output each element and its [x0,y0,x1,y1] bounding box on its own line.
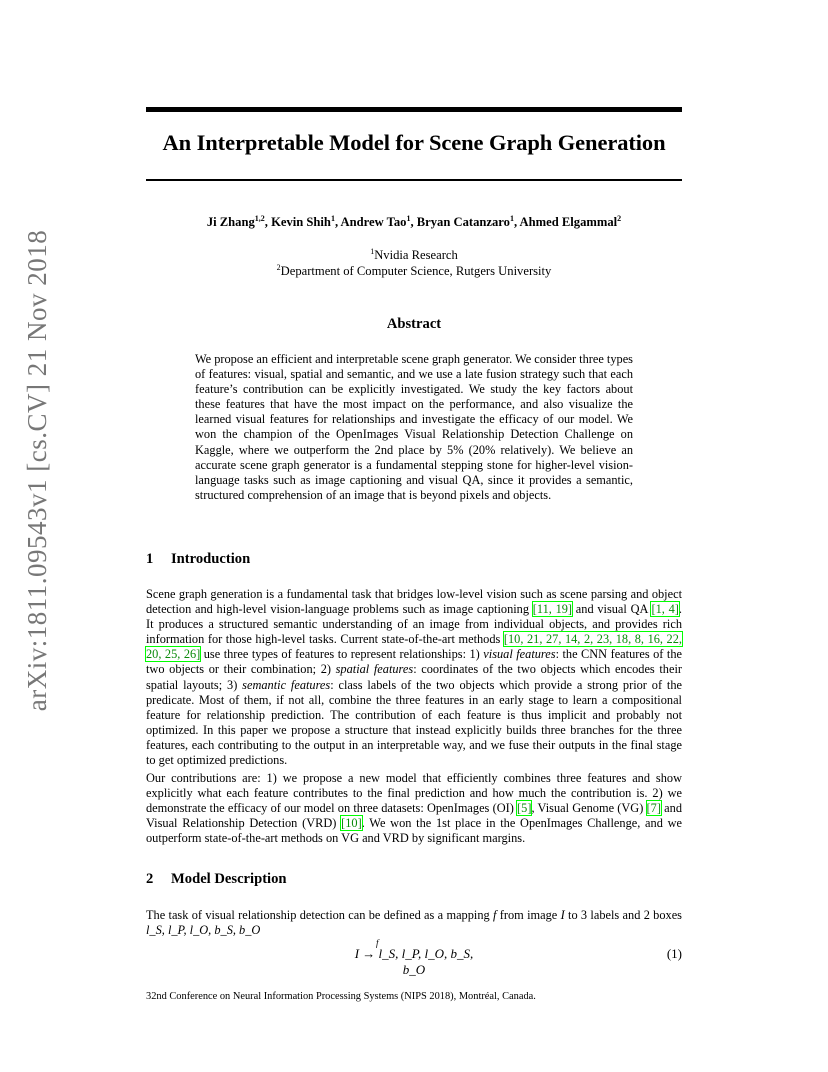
intro-paragraph-1: Scene graph generation is a fundamental task that bridges low-level vision such as scene parsing and object detection and high-level vision-language problems such as image captioning [11, 19] and visual QA [1, 4]. It produces a structured semantic understanding of an image from individual objects, and provides rich information for those high-level tasks. Current state-of-the-art methods [10, 21, 27, 14, 2, 23, 18, 8, 16, 22, 20, 25, 26] use three types of features to represent relationships: 1) visual features: the CNN features of the two objects or their combination; 2) spatial features: coordinates of the two objects which encodes their spatial layouts; 3) semantic features: class labels of the two objects which provide a strong prior of the predicate. Most of them, if not all, combine the three features in an early stage to learn a compositional feature for relationship prediction. The contribution of each feature is thus implicit and probably not optimized. In this paper we propose a structure that instead explicitly builds three branches for the three features, each contributing to the output in an interpretable way, and we fuse their outputs in the final stage to get optimized predictions. [146,587,682,768]
section-number: 2 [146,871,154,887]
arxiv-sidebar-stamp [18,229,58,711]
author-name: Kevin Shih [271,215,331,229]
affil-mark: 1 [370,247,375,256]
math-variables: l_S, l_P, l_O, b_S, b_O [146,923,261,938]
author-affil-mark: 1,2 [254,214,265,223]
affil-text: Nvidia Research [374,248,458,262]
citation-link[interactable]: [10, 21, 27, 14, 2, 23, 18, 8, 16, 22, 20, 25, 26] [146,632,682,662]
citation-link[interactable]: [1, 4] [651,602,679,617]
author-affil-mark: 1 [509,214,514,223]
model-paragraph-1: The task of visual relationship detection can be defined as a mapping f from image I to 3 labels and 2 boxes l_S, l_P, l_O, b_S, b_O [146,908,682,938]
author-list: Ji Zhang$^{1,2}$, Kevin Shih$^1$, Andrew Tao$^1$, Bryan Catanzaro$^1$, Ahmed Elgammal$^2$ [206,214,622,229]
author-affil-mark: 1 [406,214,411,223]
author-name: Bryan Catanzaro [416,215,510,229]
citation-link[interactable]: [10] [341,816,362,831]
citation-link[interactable]: [11, 19] [532,602,573,617]
citation-link[interactable]: [7] [646,801,661,816]
affiliation-2 [146,263,682,279]
author-affil-mark: 2 [617,214,622,223]
author-name: Ahmed Elgammal [519,215,618,229]
section-title: Model Description [171,871,287,887]
title-top-rule [146,107,682,112]
abstract-body: We propose an efficient and interpretable scene graph generator. We consider three types of features: visual, spatial and semantic, and we use a late fusion strategy such that each feature’s contribution can be explicitly investigated. We study the key factors about these features that have the most impact on the performance, and also visualize the learned visual features for relationships and investigate the efficacy of our model. We won the champion of the OpenImages Visual Relationship Detection Challenge on Kaggle, where we outperform the 2nd place by 5% (20% relatively). We believe an accurate scene graph generator is a fundamental stepping stone for higher-level vision-language tasks such as image captioning and visual QA, since it provides a semantic, structured comprehension of an image that is beyond pixels and objects. [195,352,633,502]
arxiv-identifier: arXiv:1811.09543v1 [cs.CV] 21 Nov 2018 [22,229,53,711]
affil-text: Department of Computer Science, Rutgers University [280,264,552,278]
affil-mark: 2 [276,263,281,272]
equation-body: I f → l_S, l_P, l_O, b_S, b_O [354,938,474,977]
title-bottom-rule [146,179,682,181]
section-title: Introduction [171,551,251,567]
author-name: Andrew Tao [340,215,407,229]
paper-title: An Interpretable Model for Scene Graph Generation [162,130,666,155]
author-affil-mark: 1 [330,214,335,223]
conference-footnote: 32nd Conference on Neural Information Processing Systems (NIPS 2018), Montréal, Canada. [146,991,536,1002]
section-heading-model-description [146,871,287,888]
section-heading-introduction [146,551,250,568]
arrow-label: f [376,938,379,948]
equation-number: (1) [666,946,682,961]
right-arrow-icon: → [362,946,376,961]
abstract-heading: Abstract [386,316,442,332]
author-name: Ji Zhang [206,215,255,229]
affiliation-1 [146,247,682,263]
intro-paragraph-2: Our contributions are: 1) we propose a new model that efficiently combines three features and show explicitly what each feature contributes to the final prediction and how much the contribution is. 2) we demonstrate the efficacy of our model on three datasets: OpenImages (OI) [5], Visual Genome (VG) [7] and Visual Relationship Detection (VRD) [10]. We won the 1st place in the OpenImages Challenge, and we outperform state-of-the-art methods on VG and VRD by significant margins. [146,771,682,846]
citation-link[interactable]: [5] [517,801,532,816]
section-number: 1 [146,551,154,567]
equation-1 [146,938,682,977]
